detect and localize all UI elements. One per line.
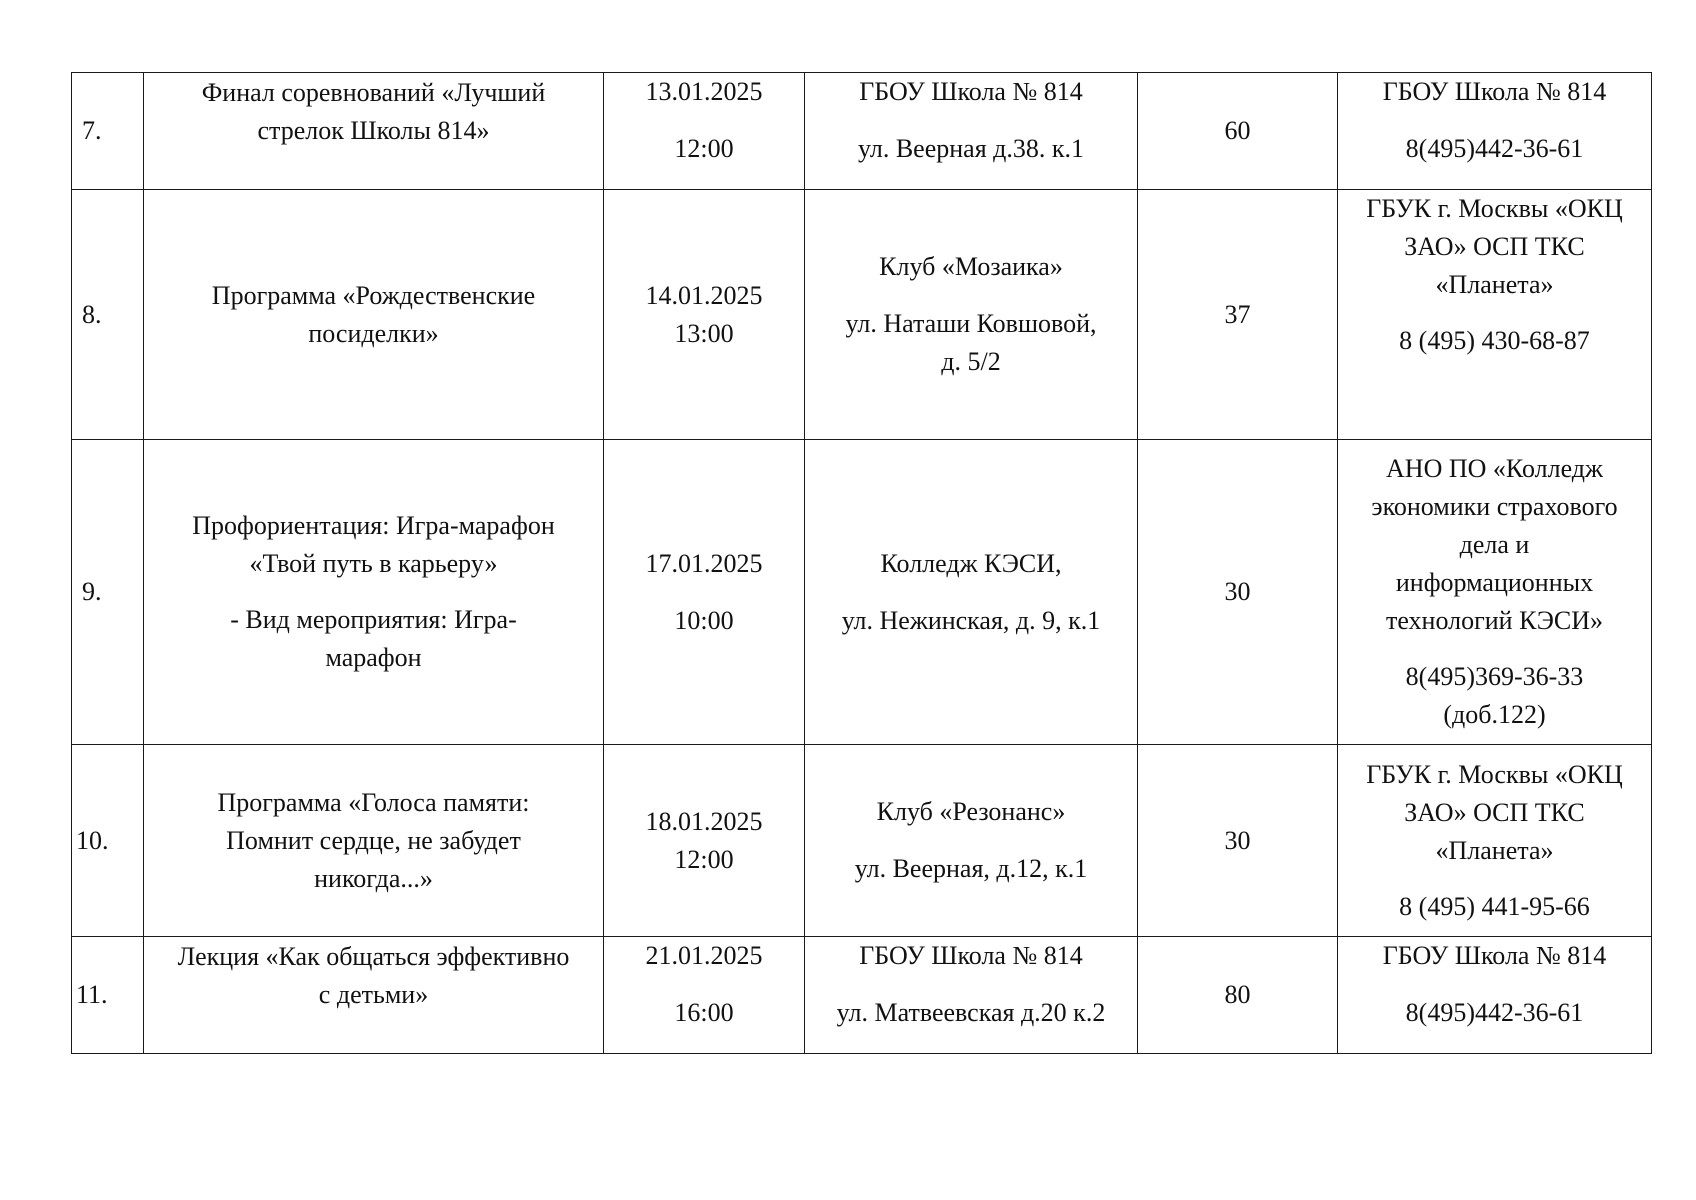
event-name-line: с детьми» bbox=[318, 980, 429, 1009]
date-cell bbox=[604, 190, 805, 440]
event-name-line: стрелок Школы 814» bbox=[257, 116, 490, 145]
place-cell bbox=[805, 745, 1138, 937]
organizer-line: технологий КЭСИ» bbox=[1385, 606, 1604, 635]
table-row bbox=[72, 73, 1652, 190]
event-name-cell bbox=[144, 937, 604, 1054]
organizer-cell bbox=[1338, 73, 1652, 190]
event-name-line: Лекция «Как общаться эффективно bbox=[177, 942, 570, 971]
event-name-line: Финал соревнований «Лучший bbox=[201, 78, 546, 107]
event-name-line: посиделки» bbox=[308, 318, 439, 348]
organizer-cell bbox=[1338, 745, 1652, 937]
event-time: 10:00 bbox=[674, 605, 734, 635]
place-line: ГБОУ Школа № 814 bbox=[859, 77, 1083, 106]
row-number: 10. bbox=[72, 745, 144, 937]
place-cell bbox=[805, 440, 1138, 745]
table-row bbox=[72, 190, 1652, 440]
event-date: 13.01.2025 bbox=[645, 77, 763, 106]
organizer-cell bbox=[1338, 440, 1652, 745]
row-number: 8. bbox=[72, 190, 144, 440]
organizer-phone: 8 (495) 430-68-87 bbox=[1399, 326, 1590, 355]
event-time: 13:00 bbox=[674, 318, 734, 348]
place-cell bbox=[805, 937, 1138, 1054]
place-line: д. 5/2 bbox=[941, 347, 1001, 376]
event-name-line: «Твой путь в карьеру» bbox=[249, 549, 498, 578]
place-line: ул. Нежинская, д. 9, к.1 bbox=[841, 605, 1101, 635]
event-date: 21.01.2025 bbox=[645, 941, 763, 970]
event-time: 16:00 bbox=[674, 998, 734, 1027]
place-line: Клуб «Мозаика» bbox=[879, 252, 1063, 281]
date-cell bbox=[604, 440, 805, 745]
organizer-cell bbox=[1338, 190, 1652, 440]
place-line: Колледж КЭСИ, bbox=[880, 548, 1062, 578]
place-line: Клуб «Резонанс» bbox=[876, 797, 1066, 826]
date-cell bbox=[604, 73, 805, 190]
event-date: 18.01.2025 bbox=[645, 806, 763, 836]
events-table bbox=[71, 72, 1652, 1054]
organizer-line: ГБУК г. Москвы «ОКЦ bbox=[1366, 194, 1623, 223]
row-number: 11. bbox=[72, 937, 144, 1054]
event-name-line: никогда...» bbox=[314, 863, 433, 893]
organizer-line: ГБОУ Школа № 814 bbox=[1382, 941, 1607, 970]
place-line: ул. Веерная, д.12, к.1 bbox=[854, 854, 1088, 883]
organizer-line: «Планета» bbox=[1435, 270, 1554, 299]
organizer-phone: 8 (495) 441-95-66 bbox=[1399, 891, 1590, 921]
place-cell bbox=[805, 73, 1138, 190]
organizer-phone: 8(495)369-36-33 bbox=[1405, 662, 1584, 691]
place-line: ул. Наташи Ковшовой, bbox=[845, 309, 1097, 338]
organizer-cell bbox=[1338, 937, 1652, 1054]
date-cell bbox=[604, 937, 805, 1054]
event-name-cell bbox=[144, 745, 604, 937]
event-name-cell bbox=[144, 440, 604, 745]
place-line: ул. Веерная д.38. к.1 bbox=[857, 134, 1085, 163]
organizer-line: дела и bbox=[1459, 530, 1530, 559]
organizer-line: ЗАО» ОСП ТКС bbox=[1404, 232, 1585, 261]
table-row bbox=[72, 440, 1652, 745]
organizer-phone-ext: (доб.122) bbox=[1443, 700, 1546, 729]
participants-count: 30 bbox=[1138, 745, 1338, 937]
participants-count: 80 bbox=[1138, 937, 1338, 1054]
event-name-cell bbox=[144, 190, 604, 440]
table-row bbox=[72, 745, 1652, 937]
event-time: 12:00 bbox=[674, 844, 734, 874]
organizer-line: ЗАО» ОСП ТКС bbox=[1404, 797, 1585, 827]
organizer-phone: 8(495)442-36-61 bbox=[1405, 998, 1584, 1027]
organizer-line: экономики страхового bbox=[1371, 492, 1618, 521]
place-line: ул. Матвеевская д.20 к.2 bbox=[836, 998, 1106, 1027]
participants-count: 60 bbox=[1138, 73, 1338, 190]
organizer-line: информационных bbox=[1395, 568, 1594, 597]
event-time: 12:00 bbox=[674, 134, 734, 163]
organizer-phone: 8(495)442-36-61 bbox=[1405, 134, 1584, 163]
event-date: 14.01.2025 bbox=[645, 280, 763, 310]
organizer-line: ГБУК г. Москвы «ОКЦ bbox=[1366, 759, 1623, 789]
participants-count: 30 bbox=[1138, 440, 1338, 745]
participants-count: 37 bbox=[1138, 190, 1338, 440]
event-name-line: Помнит сердце, не забудет bbox=[226, 825, 521, 855]
place-cell bbox=[805, 190, 1138, 440]
organizer-line: АНО ПО «Колледж bbox=[1386, 454, 1603, 483]
place-line: ГБОУ Школа № 814 bbox=[859, 941, 1083, 970]
organizer-line: ГБОУ Школа № 814 bbox=[1382, 77, 1607, 106]
row-number: 7. bbox=[72, 73, 144, 190]
event-name-line: Профориентация: Игра-марафон bbox=[192, 511, 555, 540]
event-type-line: марафон bbox=[325, 643, 422, 672]
date-cell bbox=[604, 745, 805, 937]
event-name-line: Программа «Голоса памяти: bbox=[217, 787, 530, 817]
event-type-line: - Вид мероприятия: Игра- bbox=[230, 605, 517, 634]
table-row bbox=[72, 937, 1652, 1054]
row-number: 9. bbox=[72, 440, 144, 745]
organizer-line: «Планета» bbox=[1435, 835, 1554, 865]
event-name-line: Программа «Рождественские bbox=[211, 280, 536, 310]
event-date: 17.01.2025 bbox=[645, 548, 763, 578]
event-name-cell bbox=[144, 73, 604, 190]
